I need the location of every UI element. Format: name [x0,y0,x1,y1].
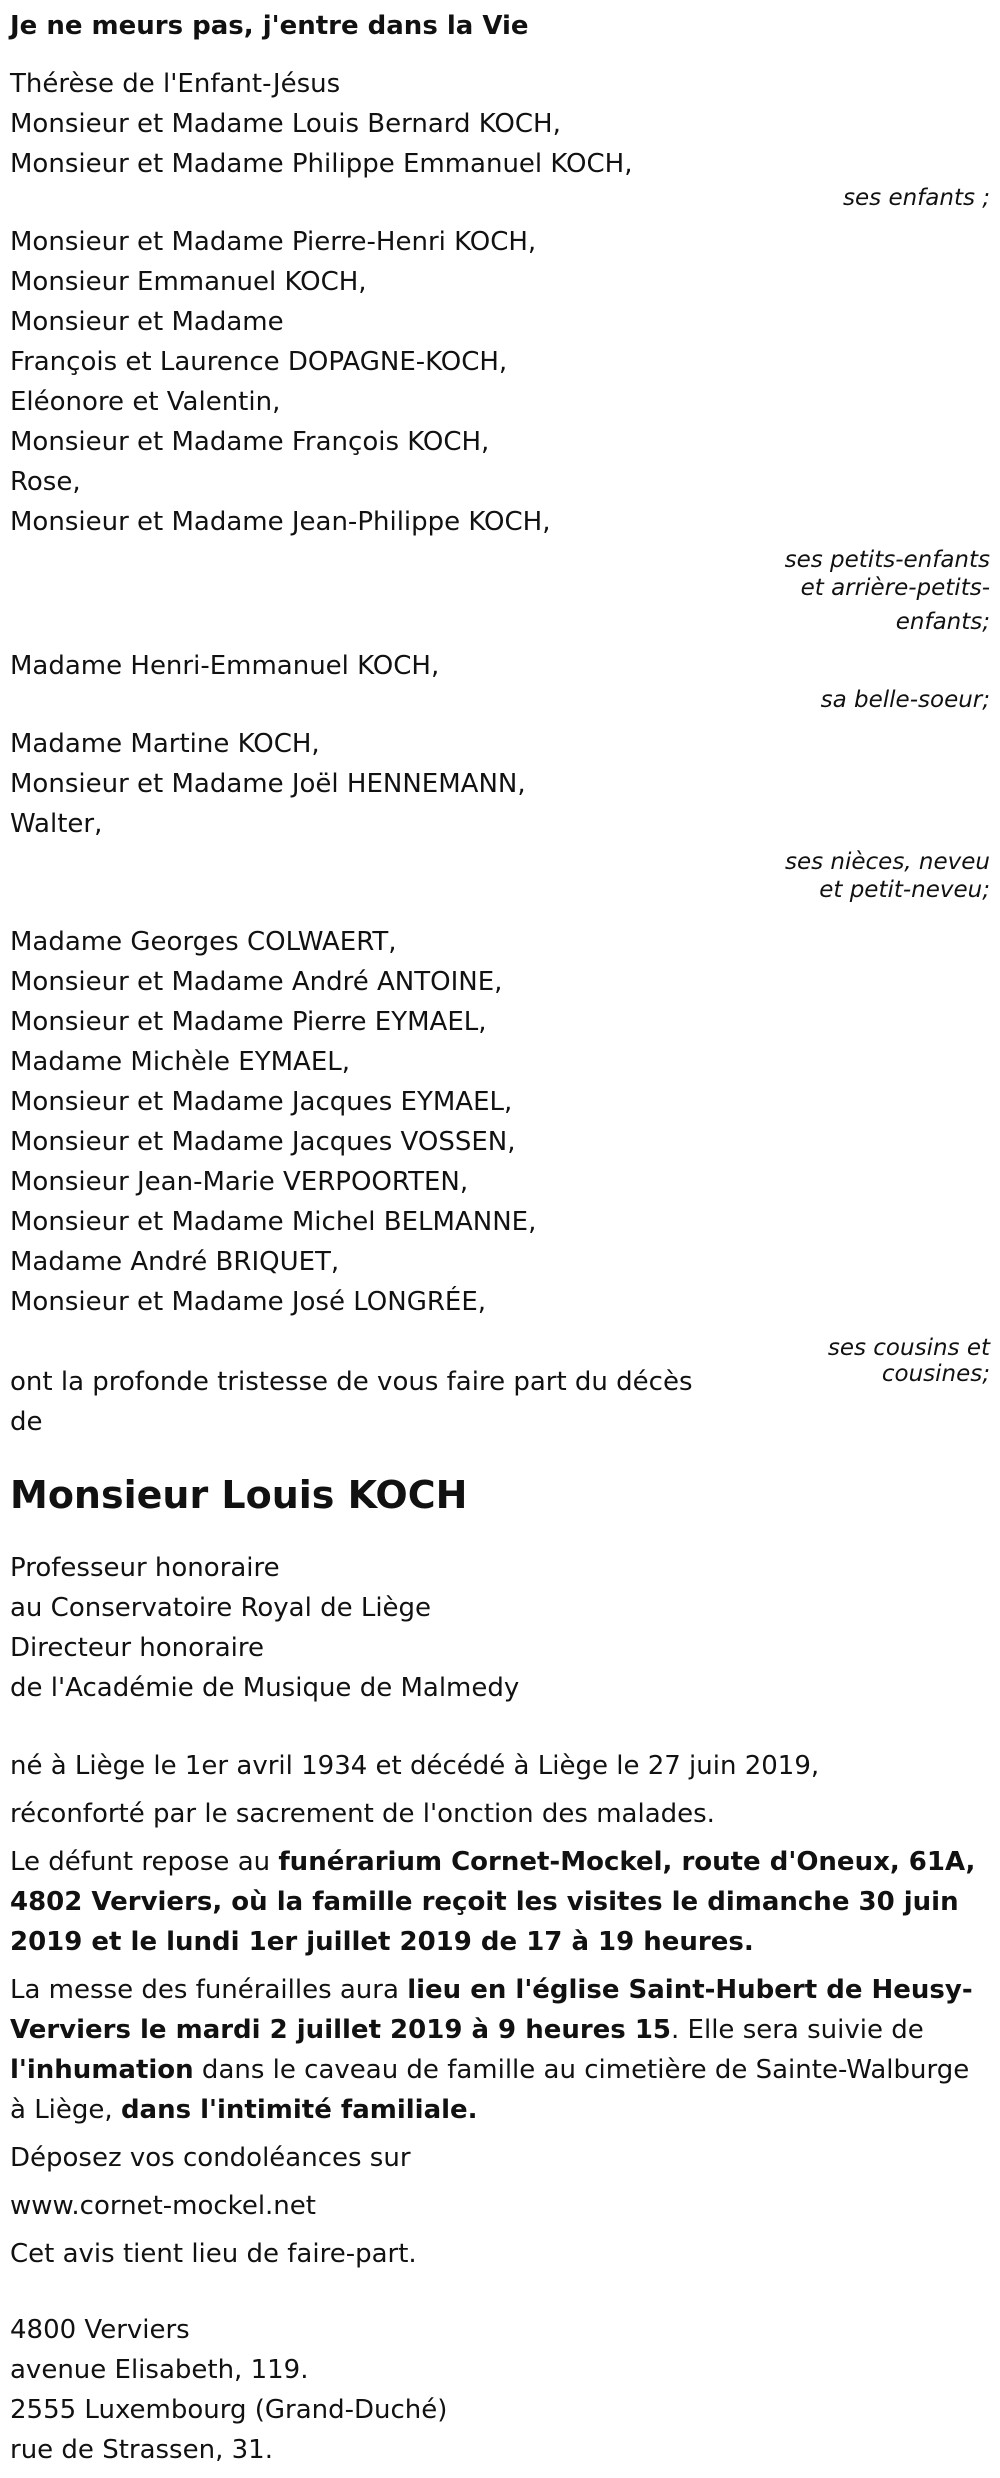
family-name: Madame André BRIQUET, [10,1247,340,1277]
family-name: Walter, [10,809,103,839]
family-name: Monsieur et Madame Michel BELMANNE, [10,1207,537,1237]
website-link[interactable]: www.cornet-mockel.net [10,2191,316,2221]
family-name: Monsieur et Madame Jean-Philippe KOCH, [10,507,551,537]
sister-in-law-block [10,646,990,714]
title-line: Directeur honoraire [10,1633,265,1663]
relation-label: cousines; [881,1361,990,1387]
address-line: rue de Strassen, 31. [10,2435,273,2465]
family-name: Monsieur et Madame Jacques EYMAEL, [10,1087,513,1117]
repose-paragraph: Le défunt repose au funérarium Cornet-Mockel, route d'Oneux, 61A, 4802 Verviers, où la famille reçoit les visites le dimanche 30 juin 2019 et le lundi 1er juillet 2019 de 17 à 19 heures. [10,1847,976,1957]
address-line: 4800 Verviers [10,2315,190,2345]
dates-text: né à Liège le 1er avril 1934 et décédé à Liège le 27 juin 2019, [10,1751,820,1781]
cousins-block [10,922,990,1368]
address-line: 2555 Luxembourg (Grand-Duché) [10,2395,448,2425]
funeral-paragraph: La messe des funérailles aura lieu en l'église Saint-Hubert de Heusy-Verviers le mardi 2 juillet 2019 à 9 heures 15. Elle sera suivie de l'inhumation dans le caveau de famille au cimetière de Sainte-Walburge à Liège, dans l'intimité familiale. [10,1975,973,2125]
relation-label: ses petits-enfants et arrière-petits- enfants; [784,547,990,635]
privacy-note: dans l'intimité familiale. [120,2095,478,2125]
burial-label: l'inhumation [10,2055,194,2085]
family-name: François et Laurence DOPAGNE-KOCH, [10,347,508,377]
announcement-block [10,1362,990,1442]
repose-details: funérarium Cornet-Mockel, route d'Oneux, 61A, 4802 Verviers, où la famille reçoit les visites le dimanche 30 juin 2019 et le lundi 1er juillet 2019 de 17 à 19 heures. [10,1847,976,1957]
family-name: Madame Michèle EYMAEL, [10,1047,351,1077]
family-name: Madame Georges COLWAERT, [10,927,397,957]
relation-label: sa belle-soeur; [820,687,990,713]
titles-block [10,1548,990,1708]
family-name: Monsieur et Madame Joël HENNEMANN, [10,769,526,799]
nieces-block [10,724,990,904]
relation-label: ses enfants ; [843,185,990,211]
family-name: Monsieur et Madame Philippe Emmanuel KOCH, [10,149,633,179]
relation-label: ses cousins et [827,1335,990,1361]
family-name: Rose, [10,467,81,497]
family-name: Eléonore et Valentin, [10,387,281,417]
obituary-page [0,6,1000,2478]
quote-author: Thérèse de l'Enfant-Jésus [10,69,341,99]
addresses-block [10,2310,990,2470]
title-line: de l'Académie de Musique de Malmedy [10,1673,520,1703]
family-name: Monsieur et Madame José LONGRÉE, [10,1287,487,1317]
condolences-text: Déposez vos condoléances sur [10,2143,411,2173]
header-quote: Je ne meurs pas, j'entre dans la Vie [10,11,529,41]
relation-label: ses nièces, neveu et petit-neveu; [784,849,990,903]
family-name: Monsieur Emmanuel KOCH, [10,267,367,297]
church-details: lieu en l'église Saint-Hubert de Heusy-Verviers le mardi 2 juillet 2019 à 9 heures 15 [10,1975,973,2045]
notice-text: Cet avis tient lieu de faire-part. [10,2239,417,2269]
title-line: Professeur honoraire [10,1553,280,1583]
children-block [10,104,990,212]
family-name: Monsieur et Madame André ANTOINE, [10,967,503,997]
family-name: Monsieur et Madame Louis Bernard KOCH, [10,109,561,139]
family-name: Monsieur et Madame Jacques VOSSEN, [10,1127,516,1157]
family-name: Monsieur et Madame [10,307,284,337]
address-line: avenue Elisabeth, 119. [10,2355,309,2385]
title-line: au Conservatoire Royal de Liège [10,1593,432,1623]
family-name: Madame Henri-Emmanuel KOCH, [10,651,440,681]
family-name: Monsieur et Madame François KOCH, [10,427,490,457]
deceased-name: Monsieur Louis KOCH [10,1473,468,1517]
grandchildren-block [10,222,990,636]
family-name: Monsieur Jean-Marie VERPOORTEN, [10,1167,469,1197]
family-name: Madame Martine KOCH, [10,729,320,759]
family-name: Monsieur et Madame Pierre-Henri KOCH, [10,227,537,257]
family-name: Monsieur et Madame Pierre EYMAEL, [10,1007,487,1037]
announcement-text: ont la profonde tristesse de vous faire part du décès de [10,1367,693,1437]
sacrament-text: réconforté par le sacrement de l'onction des malades. [10,1799,715,1829]
